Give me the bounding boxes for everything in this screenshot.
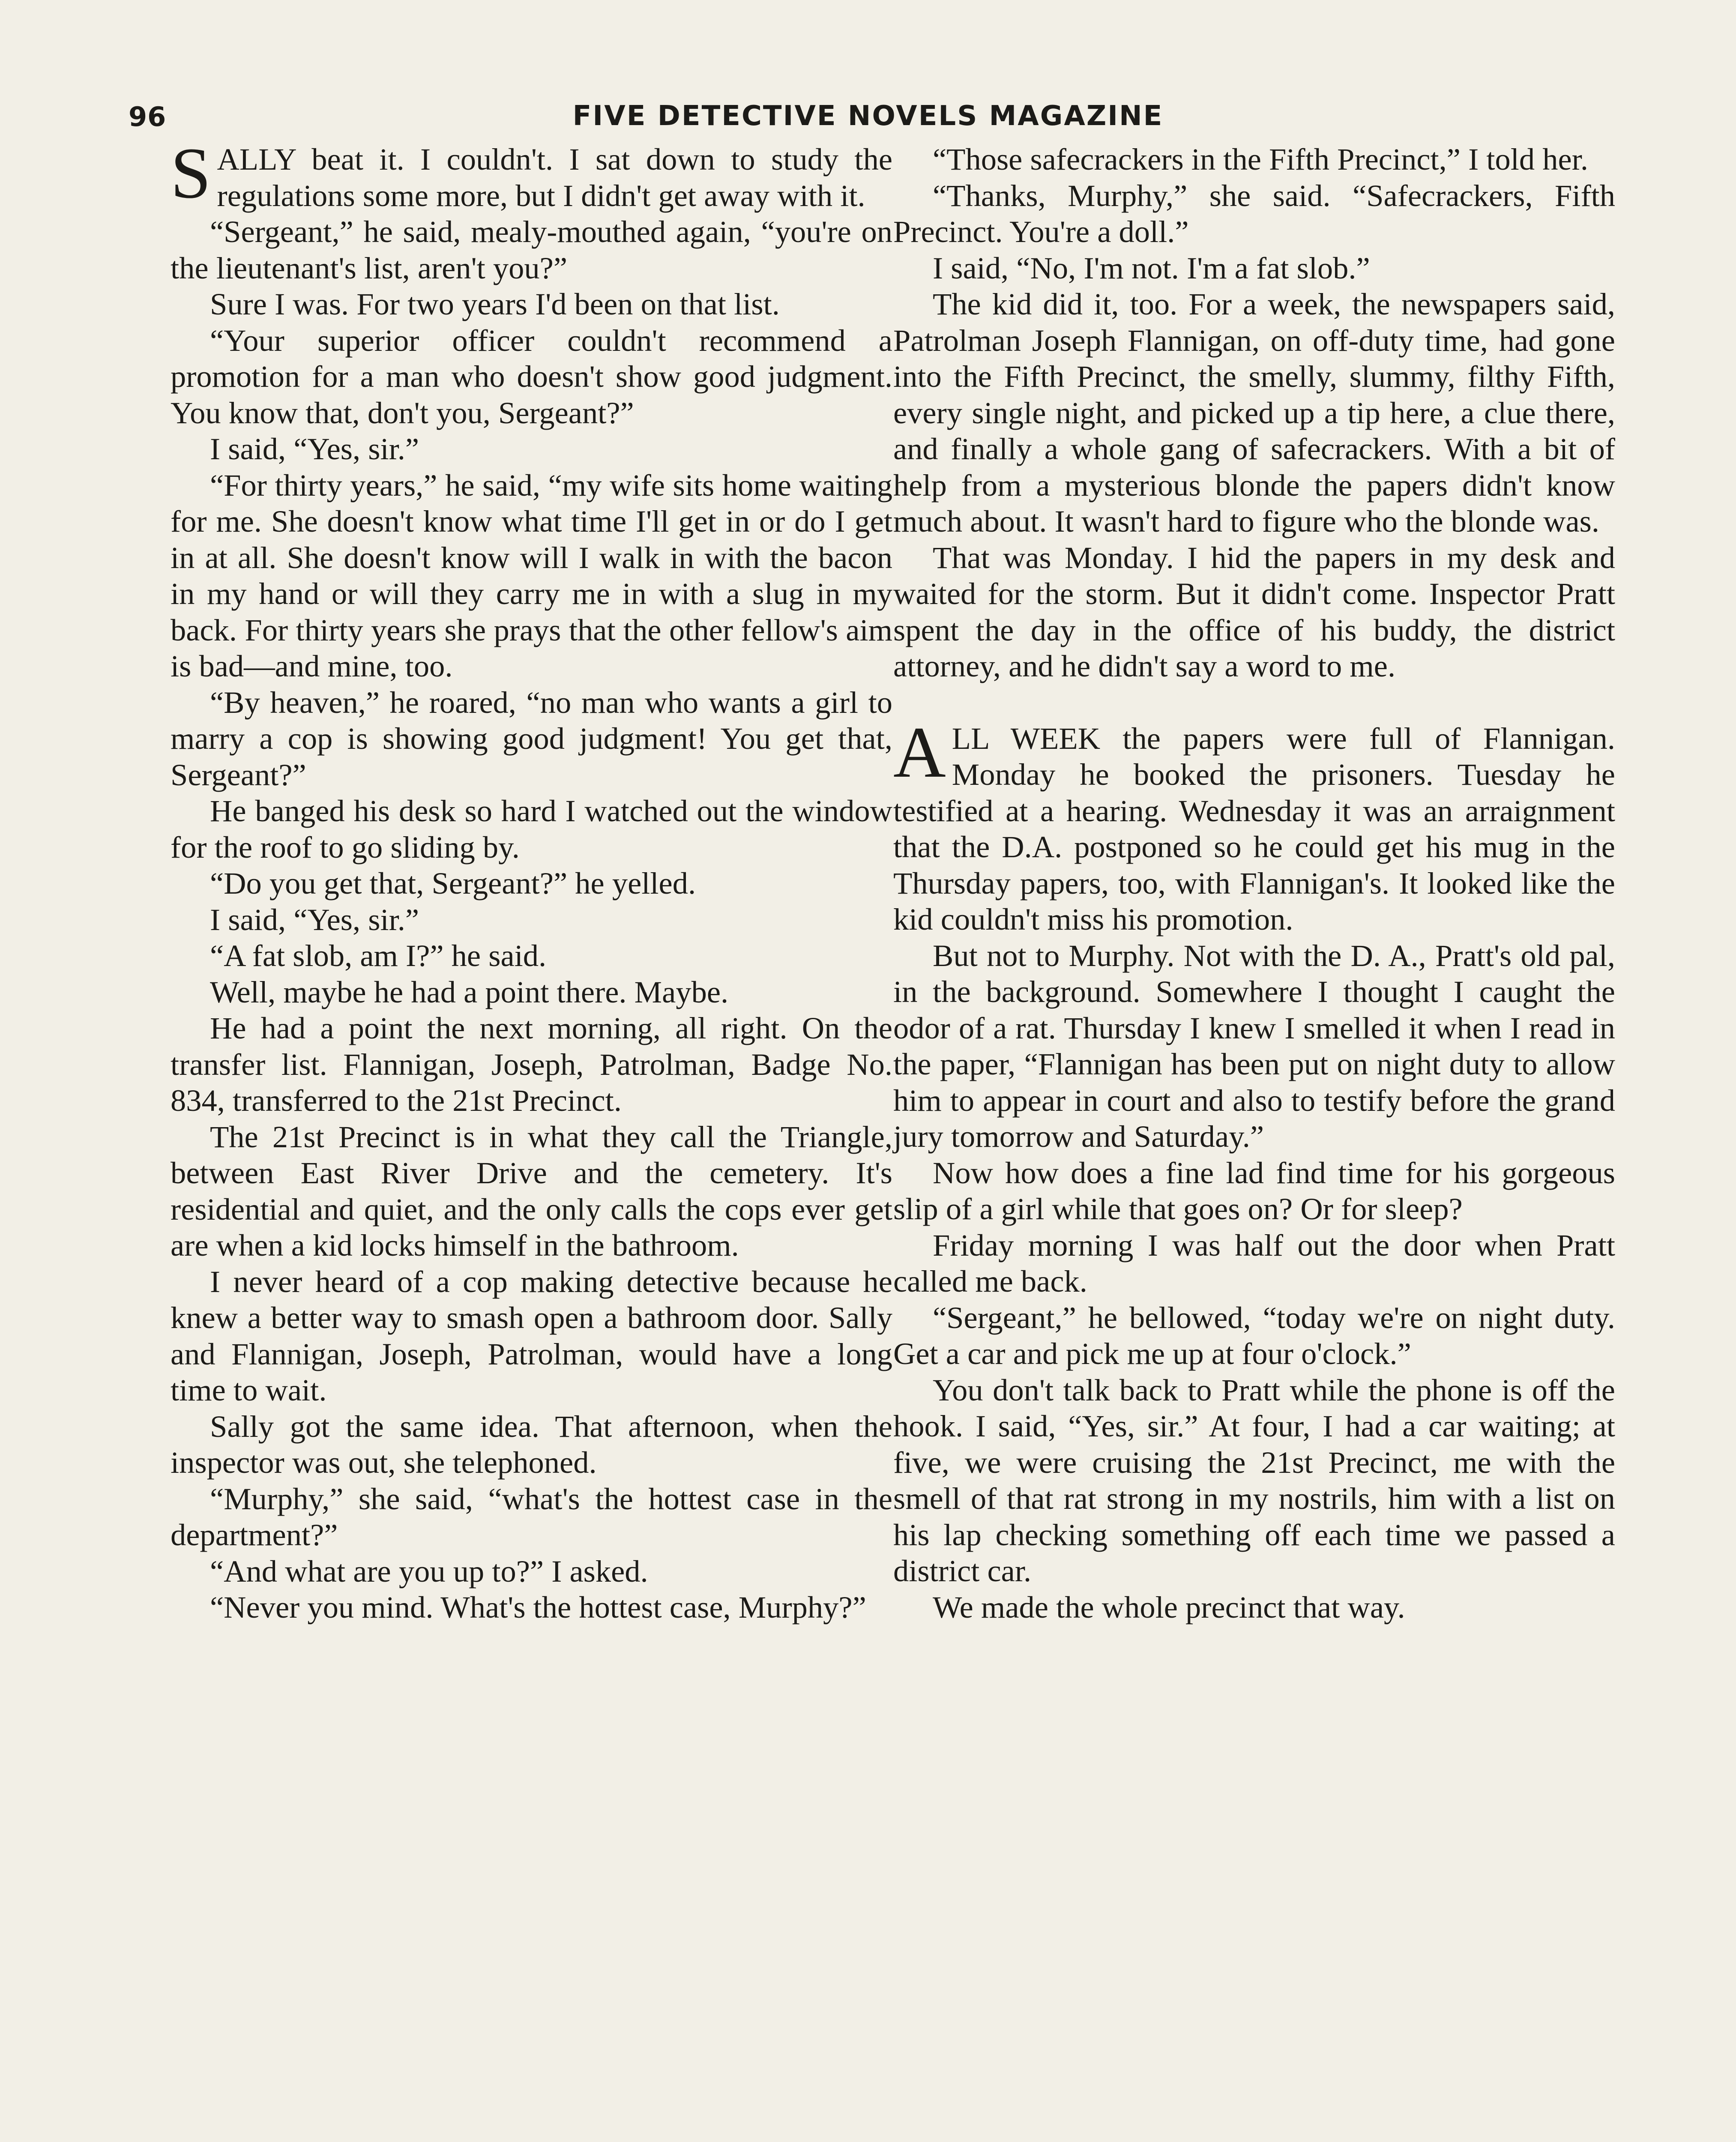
paragraph: You don't talk back to Pratt while the phone is off the hook. I said, “Yes, sir.” At four, I had a car waiting; at five, we were cruising the 21st Precinct, me with the smell of that rat strong in my nostrils, him with a list on his lap checking something off each time we passed a district car. <box>893 1372 1615 1588</box>
paragraph: “Those safecrackers in the Fifth Precinct,” I told her. <box>933 142 1588 177</box>
paragraph: He had a point the next morning, all right. On the transfer list. Flannigan, Joseph, Patrolman, Badge No. 834, transferred to the 21st Precinct. <box>171 1011 892 1118</box>
paragraph: He banged his desk so hard I watched out the window for the roof to go sliding by. <box>171 793 892 865</box>
paragraph: “Sergeant,” he said, mealy-mouthed again, “you're on the lieutenant's list, aren't you?” <box>171 214 892 285</box>
paragraph: Friday morning I was half out the door when Pratt called me back. <box>893 1227 1615 1298</box>
running-head: FIVE DETECTIVE NOVELS MAGAZINE <box>572 100 1164 132</box>
paragraph-opening: SALLY beat it. I couldn't. I sat down to study the regulations some more, but I didn't get away with it. <box>171 133 892 213</box>
paragraph: Sally got the same idea. That afternoon, when the inspector was out, she telephoned. <box>171 1409 892 1480</box>
left-column <box>171 133 892 1626</box>
paragraph: We made the whole precinct that way. <box>933 1589 1405 1624</box>
paragraph: “Do you get that, Sergeant?” he yelled. <box>210 866 696 900</box>
paragraph-section-start: ALL WEEK the papers were full of Flannigan. Monday he booked the prisoners. Tuesday he testified at a hearing. Wednesday it was an arraignment that the D.A. postponed so he could get his mug in the Thursday papers, too, with Flannigan's. It looked like the kid couldn't miss his promotion. <box>893 712 1615 936</box>
paragraph: “By heaven,” he roared, “no man who wants a girl to marry a cop is showing good judgment! You get that, Sergeant?” <box>171 685 892 792</box>
paragraph: Well, maybe he had a point there. Maybe. <box>210 974 729 1009</box>
paragraph: Now how does a fine lad find time for his gorgeous slip of a girl while that goes on? Or for sleep? <box>893 1155 1615 1226</box>
page-number: 96 <box>129 101 167 132</box>
drop-cap: A <box>893 712 946 793</box>
paragraph: I said, “No, I'm not. I'm a fat slob.” <box>933 250 1370 285</box>
paragraph: I never heard of a cop making detective because he knew a better way to smash open a bathroom door. Sally and Flannigan, Joseph, Patrolman, would have a long time to wait. <box>171 1264 892 1407</box>
paragraph: “For thirty years,” he said, “my wife sits home waiting for me. She doesn't know what time I'll get in or do I get in at all. She doesn't know will I walk in with the bacon in my hand or will they carry me in with a slug in my back. For thirty years she prays that the other fellow's aim is bad—and mine, too. <box>171 467 892 683</box>
paragraph: The 21st Precinct is in what they call the Triangle, between East River Drive and the cemetery. It's residential and quiet, and the only calls the cops ever get are when a kid locks himself in the bathroom. <box>171 1119 892 1262</box>
paragraph: But not to Murphy. Not with the D. A., Pratt's old pal, in the background. Somewhere I thought I caught the odor of a rat. Thursday I knew I smelled it when I read in the paper, “Flannigan has been put on night duty to allow him to appear in court and also to testify before the grand jury tomorrow and Saturday.” <box>893 938 1615 1154</box>
paragraph: “Murphy,” she said, “what's the hottest case in the department?” <box>171 1481 892 1552</box>
paragraph: “Never you mind. What's the hottest case, Murphy?” <box>210 1590 866 1624</box>
paragraph: That was Monday. I hid the papers in my desk and waited for the storm. But it didn't come. Inspector Pratt spent the day in the office of his buddy, the district attorney, and he didn't say a word to me. <box>893 540 1615 683</box>
paragraph: Sure I was. For two years I'd been on that list. <box>210 287 780 321</box>
paragraph: I said, “Yes, sir.” <box>210 902 419 937</box>
paragraph: I said, “Yes, sir.” <box>210 431 419 466</box>
paragraph: “A fat slob, am I?” he said. <box>210 938 547 973</box>
drop-cap: S <box>171 133 211 213</box>
paragraph: “Sergeant,” he bellowed, “today we're on night duty. Get a car and pick me up at four o'clock.” <box>893 1300 1615 1371</box>
paragraph: “And what are you up to?” I asked. <box>210 1553 648 1589</box>
paragraph: “Thanks, Murphy,” she said. “Safecrackers, Fifth Precinct. You're a doll.” <box>893 178 1615 249</box>
paragraph: “Your superior officer couldn't recommend a promotion for a man who doesn't show good judgment. You know that, don't you, Sergeant?” <box>171 323 892 430</box>
right-column <box>893 141 1615 1625</box>
paragraph: The kid did it, too. For a week, the newspapers said, Patrolman Joseph Flannigan, on off-duty time, had gone into the Fifth Precinct, the smelly, slummy, filthy Fifth, every single night, and picked up a tip here, a clue there, and finally a whole gang of safecrackers. With a bit of help from a mysterious blonde the papers didn't know much about. It wasn't hard to figure who the blonde was. <box>893 287 1615 538</box>
